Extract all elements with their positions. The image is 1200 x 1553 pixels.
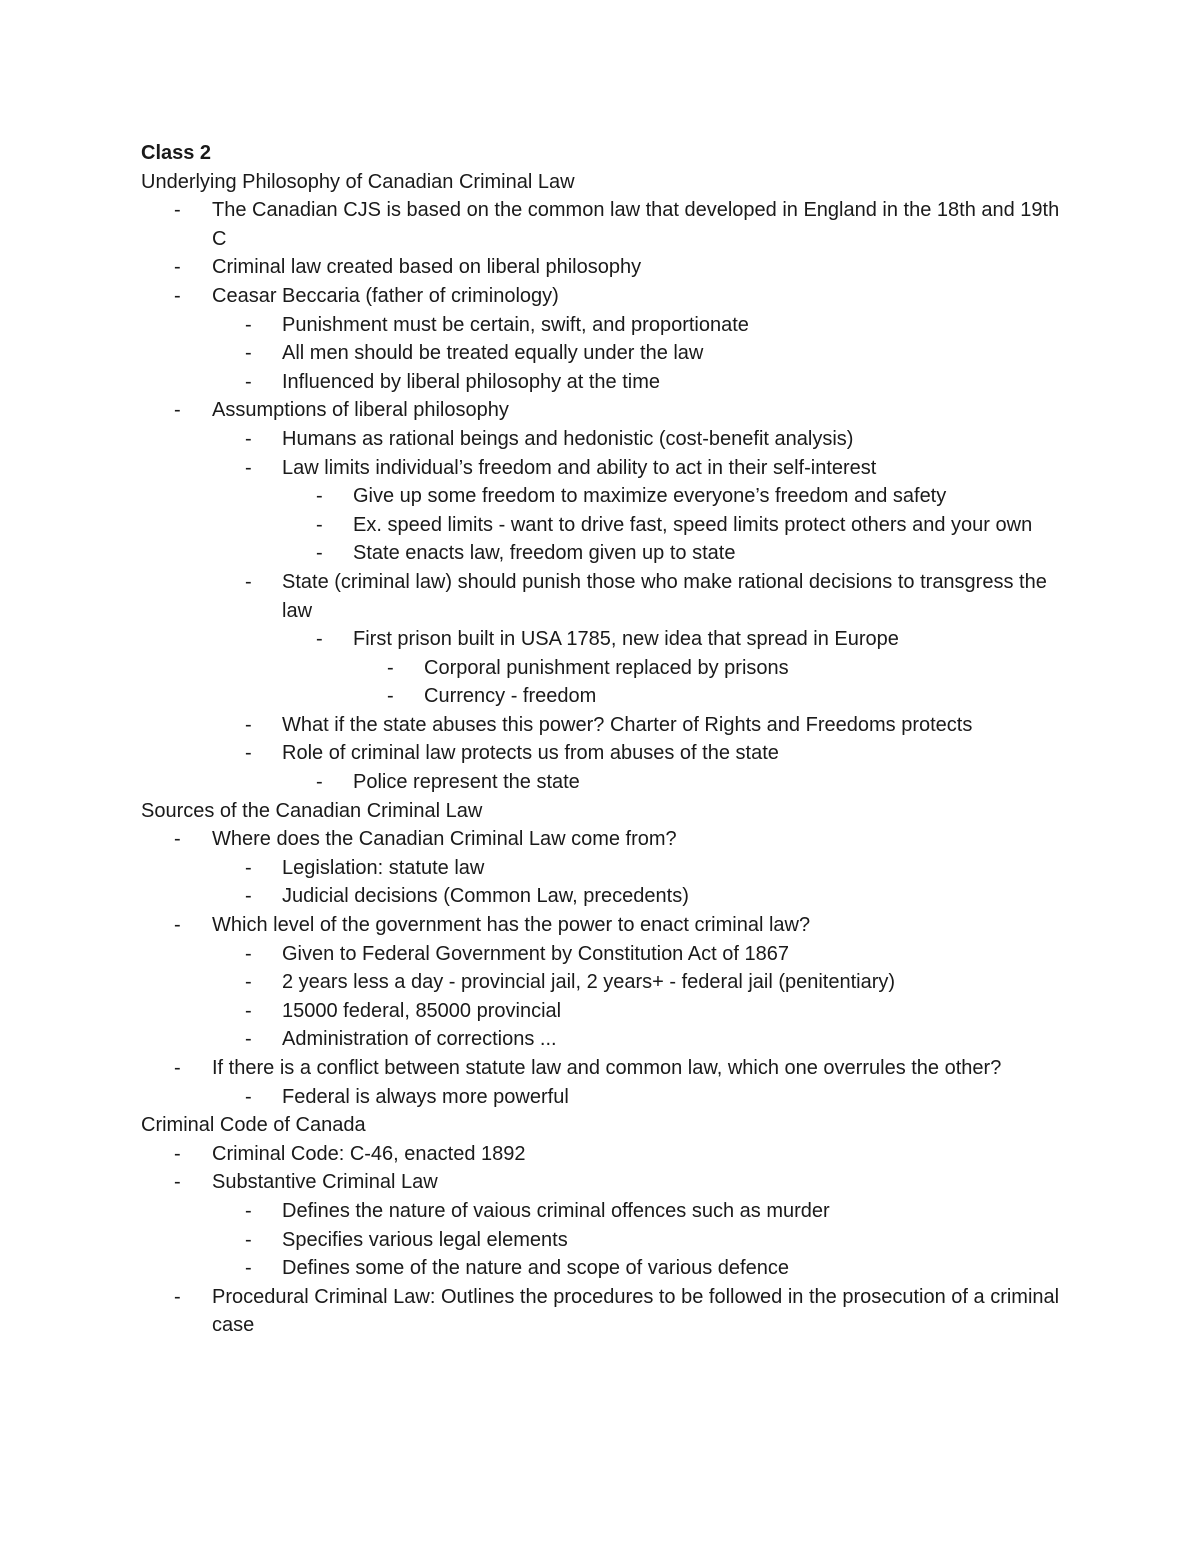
list-item-text: Criminal law created based on liberal philosophy [212, 256, 642, 279]
list-item [141, 396, 1061, 425]
bullet-dash: - [174, 1171, 181, 1194]
bullet-dash: - [245, 942, 252, 965]
list-item-text: Criminal Code: C-46, enacted 1892 [212, 1142, 526, 1165]
list-item-text: Where does the Canadian Criminal Law come from? [212, 828, 677, 851]
list-item [141, 682, 1061, 711]
bullet-dash: - [316, 771, 323, 794]
bullet-dash: - [174, 199, 181, 222]
list-item [141, 511, 1061, 540]
list-item [141, 825, 1061, 854]
list-item [141, 1254, 1061, 1283]
list-item [141, 253, 1061, 282]
list-item [141, 568, 1061, 625]
list-item [141, 1226, 1061, 1255]
list-item-text: Administration of corrections ... [282, 1028, 557, 1051]
bullet-dash: - [245, 570, 252, 593]
list-item [141, 482, 1061, 511]
bullet-dash: - [245, 313, 252, 336]
list-item [141, 768, 1061, 797]
bullet-dash: - [245, 885, 252, 908]
list-item [141, 854, 1061, 883]
list-item [141, 711, 1061, 740]
list-item-text: Give up some freedom to maximize everyone’s freedom and safety [353, 485, 947, 508]
list-item-text: Substantive Criminal Law [212, 1171, 438, 1194]
bullet-dash: - [174, 399, 181, 422]
list-item [141, 539, 1061, 568]
document-body [141, 139, 1061, 1340]
bullet-dash: - [245, 1257, 252, 1280]
list-item-text: Procedural Criminal Law: Outlines the procedures to be followed in the prosecution of a criminal case [212, 1285, 1060, 1337]
list-item-text: Ex. speed limits - want to drive fast, speed limits protect others and your own [353, 513, 1033, 536]
bullet-dash: - [245, 999, 252, 1022]
list-item-text: Which level of the government has the power to enact criminal law? [212, 914, 811, 937]
bullet-dash: - [387, 685, 394, 708]
list-item-text: State enacts law, freedom given up to state [353, 542, 736, 565]
list-item-text: Punishment must be certain, swift, and proportionate [282, 313, 749, 336]
list-item [141, 311, 1061, 340]
bullet-dash: - [245, 742, 252, 765]
bullet-dash: - [387, 656, 394, 679]
bullet-dash: - [245, 456, 252, 479]
list-item-text: Federal is always more powerful [282, 1085, 569, 1108]
section-heading: Underlying Philosophy of Canadian Criminal Law [141, 170, 575, 193]
list-item [141, 196, 1061, 253]
list-item [141, 282, 1061, 311]
list-item-text: Judicial decisions (Common Law, precedents) [282, 885, 689, 908]
list-item-text: Law limits individual’s freedom and ability to act in their self-interest [282, 456, 877, 479]
list-item-text: All men should be treated equally under the law [282, 342, 704, 365]
list-item [141, 940, 1061, 969]
bullet-list [141, 196, 1061, 796]
list-item-text: If there is a conflict between statute law and common law, which one overrules the other? [212, 1057, 1002, 1079]
list-item-text: 2 years less a day - provincial jail, 2 years+ - federal jail (penitentiary) [282, 971, 896, 994]
list-item-text: Currency - freedom [424, 685, 597, 708]
list-item [141, 882, 1061, 911]
list-item-text: Corporal punishment replaced by prisons [424, 656, 789, 679]
list-item [141, 425, 1061, 454]
list-item [141, 997, 1061, 1026]
list-item-text: Influenced by liberal philosophy at the time [282, 370, 661, 393]
document-title: Class 2 [141, 142, 212, 164]
list-item [141, 454, 1061, 483]
list-item-text: Humans as rational beings and hedonistic (cost-benefit analysis) [282, 427, 854, 450]
bullet-dash: - [245, 1199, 252, 1222]
bullet-dash: - [245, 342, 252, 365]
list-item-text: First prison built in USA 1785, new idea that spread in Europe [353, 628, 899, 651]
list-item-text: Given to Federal Government by Constitution Act of 1867 [282, 942, 789, 965]
section-heading: Sources of the Canadian Criminal Law [141, 799, 483, 822]
bullet-dash: - [245, 971, 252, 994]
list-item-text: Role of criminal law protects us from abuses of the state [282, 742, 779, 765]
bullet-dash: - [174, 256, 181, 279]
bullet-dash: - [174, 284, 181, 307]
bullet-dash: - [174, 1142, 181, 1165]
document-sections [141, 168, 1061, 1340]
bullet-dash: - [245, 856, 252, 879]
bullet-dash: - [245, 427, 252, 450]
list-item [141, 739, 1061, 768]
list-item [141, 968, 1061, 997]
list-item [141, 1025, 1061, 1054]
bullet-dash: - [245, 1228, 252, 1251]
bullet-dash: - [316, 485, 323, 508]
bullet-list [141, 825, 1061, 1111]
list-item [141, 1168, 1061, 1197]
list-item [141, 1054, 1061, 1083]
list-item [141, 339, 1061, 368]
list-item [141, 1197, 1061, 1226]
bullet-dash: - [245, 370, 252, 393]
bullet-dash: - [316, 513, 323, 536]
bullet-dash: - [174, 1285, 181, 1308]
bullet-list [141, 1140, 1061, 1340]
list-item [141, 654, 1061, 683]
bullet-dash: - [316, 628, 323, 651]
section-heading: Criminal Code of Canada [141, 1114, 366, 1137]
list-item-text: Defines the nature of vaious criminal offences such as murder [282, 1199, 830, 1222]
list-item-text: Ceasar Beccaria (father of criminology) [212, 284, 559, 307]
bullet-dash: - [245, 713, 252, 736]
list-item-text: The Canadian CJS is based on the common law that developed in England in the 18th and 19th C [212, 199, 1060, 250]
list-item [141, 1140, 1061, 1169]
list-item [141, 1283, 1061, 1340]
list-item-text: What if the state abuses this power? Charter of Rights and Freedoms protects [282, 713, 973, 736]
list-item [141, 1083, 1061, 1112]
list-item [141, 368, 1061, 397]
list-item-text: Legislation: statute law [282, 856, 485, 879]
bullet-dash: - [174, 914, 181, 937]
bullet-dash: - [245, 1028, 252, 1051]
bullet-dash: - [245, 1085, 252, 1108]
bullet-dash: - [174, 828, 181, 851]
list-item-text: Assumptions of liberal philosophy [212, 399, 509, 422]
list-item-text: State (criminal law) should punish those who make rational decisions to transgress the law [282, 570, 1047, 622]
bullet-dash: - [316, 542, 323, 565]
list-item-text: 15000 federal, 85000 provincial [282, 999, 562, 1022]
list-item-text: Police represent the state [353, 771, 580, 794]
bullet-dash: - [174, 1057, 181, 1079]
list-item [141, 911, 1061, 940]
list-item-text: Defines some of the nature and scope of various defence [282, 1257, 789, 1280]
list-item-text: Specifies various legal elements [282, 1228, 568, 1251]
list-item [141, 625, 1061, 654]
